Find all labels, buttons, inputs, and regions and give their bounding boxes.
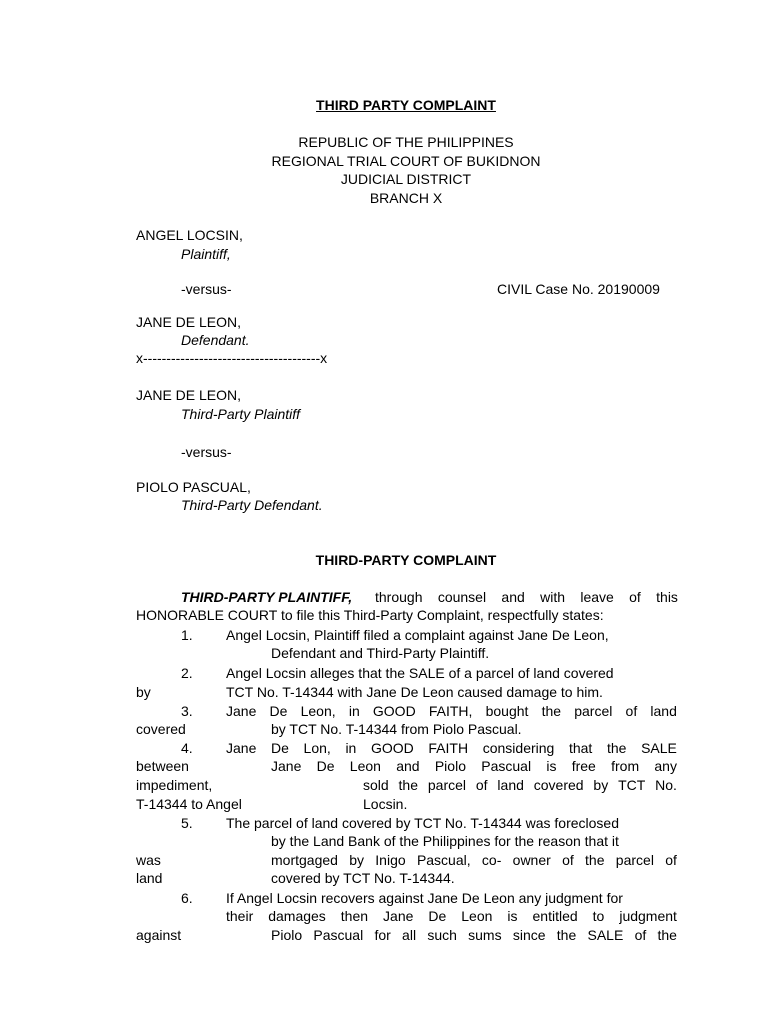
word: in	[348, 703, 360, 719]
versus-label: -versus-	[181, 444, 232, 460]
third-party-defendant-name: PIOLO PASCUAL,	[136, 479, 251, 495]
word: this	[656, 589, 678, 605]
word: counsel	[437, 589, 487, 605]
item-3-left-word: covered	[136, 721, 186, 737]
word: the	[585, 852, 605, 868]
word: Jane	[226, 703, 257, 719]
third-party-plaintiff-role: Third-Party Plaintiff	[181, 406, 301, 422]
word: sums	[468, 927, 502, 943]
word: of	[634, 927, 647, 943]
document-title: THIRD PARTY COMPLAINT	[316, 97, 496, 113]
item-4-left-word: between	[136, 758, 189, 774]
word: De	[269, 703, 288, 719]
word: that	[568, 740, 593, 756]
word: from	[611, 758, 640, 774]
word: of	[562, 852, 574, 868]
word: the	[606, 740, 627, 756]
item-5-left-word: land	[136, 870, 163, 886]
item-5-line-1: The parcel of land covered by TCT No. T-14344 was foreclosed	[226, 815, 619, 831]
item-4-line-4: Locsin.	[363, 796, 408, 812]
item-number: 1.	[181, 627, 193, 643]
item-3-line-1	[226, 702, 677, 720]
caption-separator: x--------------------------------------x	[136, 350, 328, 366]
court-line-republic: REPUBLIC OF THE PHILIPPINES	[298, 134, 514, 150]
item-4-line-1	[226, 739, 677, 757]
word: of	[665, 852, 677, 868]
word: and	[501, 589, 525, 605]
word: land	[650, 703, 677, 719]
word: the	[657, 927, 677, 943]
third-party-plaintiff-name: JANE DE LEON,	[136, 387, 242, 403]
word: parcel	[574, 703, 613, 719]
defendant-role: Defendant.	[181, 332, 250, 348]
court-line-branch: BRANCH X	[369, 190, 443, 206]
word: leave	[580, 589, 614, 605]
plaintiff-name: ANGEL LOCSIN,	[136, 227, 243, 243]
word: Leon,	[300, 703, 336, 719]
item-1-line-1: Angel Locsin, Plaintiff filed a complaint against Jane De Leon,	[226, 627, 609, 643]
third-party-defendant-role: Third-Party Defendant.	[181, 497, 323, 513]
court-line-rtc: REGIONAL TRIAL COURT OF BUKIDNON	[271, 153, 541, 169]
word: through	[375, 589, 423, 605]
word: of	[625, 703, 638, 719]
item-2-line-2: TCT No. T-14344 with Jane De Leon caused damage to him.	[226, 684, 603, 700]
item-number: 2.	[181, 665, 193, 681]
item-5-left-word: was	[136, 852, 161, 868]
versus-label: -versus-	[181, 281, 232, 297]
word: sold	[363, 777, 389, 793]
word: with	[540, 589, 565, 605]
word: Lon,	[303, 740, 331, 756]
word: Inigo	[375, 852, 406, 868]
item-number: 5.	[181, 815, 193, 831]
word: bought	[485, 703, 529, 719]
word: of	[475, 777, 488, 793]
word: Pascual	[481, 758, 532, 774]
word: is	[546, 758, 557, 774]
word: TCT	[618, 777, 646, 793]
court-line-district: JUDICIAL DISTRICT	[340, 171, 472, 187]
word: FAITH	[428, 740, 469, 756]
word: SALE	[641, 740, 677, 756]
word: covered	[533, 777, 584, 793]
case-number: CIVIL Case No. 20190009	[497, 281, 660, 297]
word: any	[654, 758, 677, 774]
defendant-name: JANE DE LEON,	[136, 314, 242, 330]
word: FAITH,	[428, 703, 473, 719]
section-title: THIRD-PARTY COMPLAINT	[315, 552, 497, 568]
item-5-line-4: covered by TCT No. T-14344.	[271, 870, 455, 886]
word: by	[593, 777, 609, 793]
word: Jane	[383, 908, 414, 924]
item-number: 6.	[181, 890, 193, 906]
word: the	[541, 703, 562, 719]
word: and	[396, 758, 420, 774]
item-6-left-word: against	[136, 927, 182, 943]
item-2-line-1: Angel Locsin alleges that the SALE of a parcel of land covered	[226, 665, 614, 681]
item-4-left-word: T-14344 to Angel	[136, 796, 242, 812]
word: of	[629, 589, 641, 605]
item-1-line-2: Defendant and Third-Party Plaintiff.	[271, 645, 490, 661]
word: to	[592, 908, 605, 924]
word: is	[507, 908, 518, 924]
word: owner	[512, 852, 551, 868]
item-4-left-word: impediment,	[136, 777, 213, 793]
word: SALE	[587, 927, 624, 943]
word: since	[512, 927, 546, 943]
word: De	[271, 740, 289, 756]
item-3-line-2: by TCT No. T-14344 from Piolo Pascual.	[271, 721, 522, 737]
word: considering	[482, 740, 555, 756]
word: De	[428, 908, 447, 924]
word: Jane	[226, 740, 257, 756]
word: Piolo	[434, 758, 466, 774]
item-4-line-3	[363, 776, 677, 794]
word: co-	[481, 852, 502, 868]
word: parcel	[615, 852, 654, 868]
item-2-left-word: by	[136, 684, 151, 700]
word: their	[226, 908, 254, 924]
word: then	[340, 908, 369, 924]
word: parcel	[427, 777, 467, 793]
word: GOOD	[372, 703, 416, 719]
word: mortgaged	[271, 852, 338, 868]
item-number: 3.	[181, 703, 193, 719]
word: the	[556, 927, 577, 943]
word: Pascual,	[416, 852, 471, 868]
word: Pascual	[313, 927, 364, 943]
word: land	[497, 777, 524, 793]
item-4-line-2	[271, 757, 677, 775]
intro-rest	[375, 588, 678, 606]
word: GOOD	[370, 740, 414, 756]
word: damages	[268, 908, 326, 924]
item-5-line-2: by the Land Bank of the Philippines for the reason that it	[271, 833, 619, 849]
word: by	[349, 852, 365, 868]
word: free	[571, 758, 596, 774]
word: Jane	[271, 758, 302, 774]
plaintiff-role: Plaintiff,	[181, 246, 231, 262]
word: Leon	[461, 908, 493, 924]
item-6-line-3	[271, 926, 677, 944]
intro-line-2: HONORABLE COURT to file this Third-Party Complaint, respectfully states:	[136, 607, 604, 623]
word: Piolo	[271, 927, 303, 943]
item-5-line-3	[271, 851, 677, 869]
word: De	[316, 758, 335, 774]
word: the	[398, 777, 419, 793]
item-number: 4.	[181, 740, 193, 756]
word: for	[374, 927, 391, 943]
word: Leon	[349, 758, 381, 774]
word: No.	[655, 777, 677, 793]
word: judgment	[619, 908, 677, 924]
word: such	[427, 927, 457, 943]
word: entitled	[532, 908, 578, 924]
word: all	[402, 927, 417, 943]
item-6-line-2	[226, 907, 677, 925]
word: in	[345, 740, 357, 756]
intro-lead: THIRD-PARTY PLAINTIFF,	[181, 589, 353, 605]
item-6-line-1: If Angel Locsin recovers against Jane De Leon any judgment for	[226, 890, 623, 906]
